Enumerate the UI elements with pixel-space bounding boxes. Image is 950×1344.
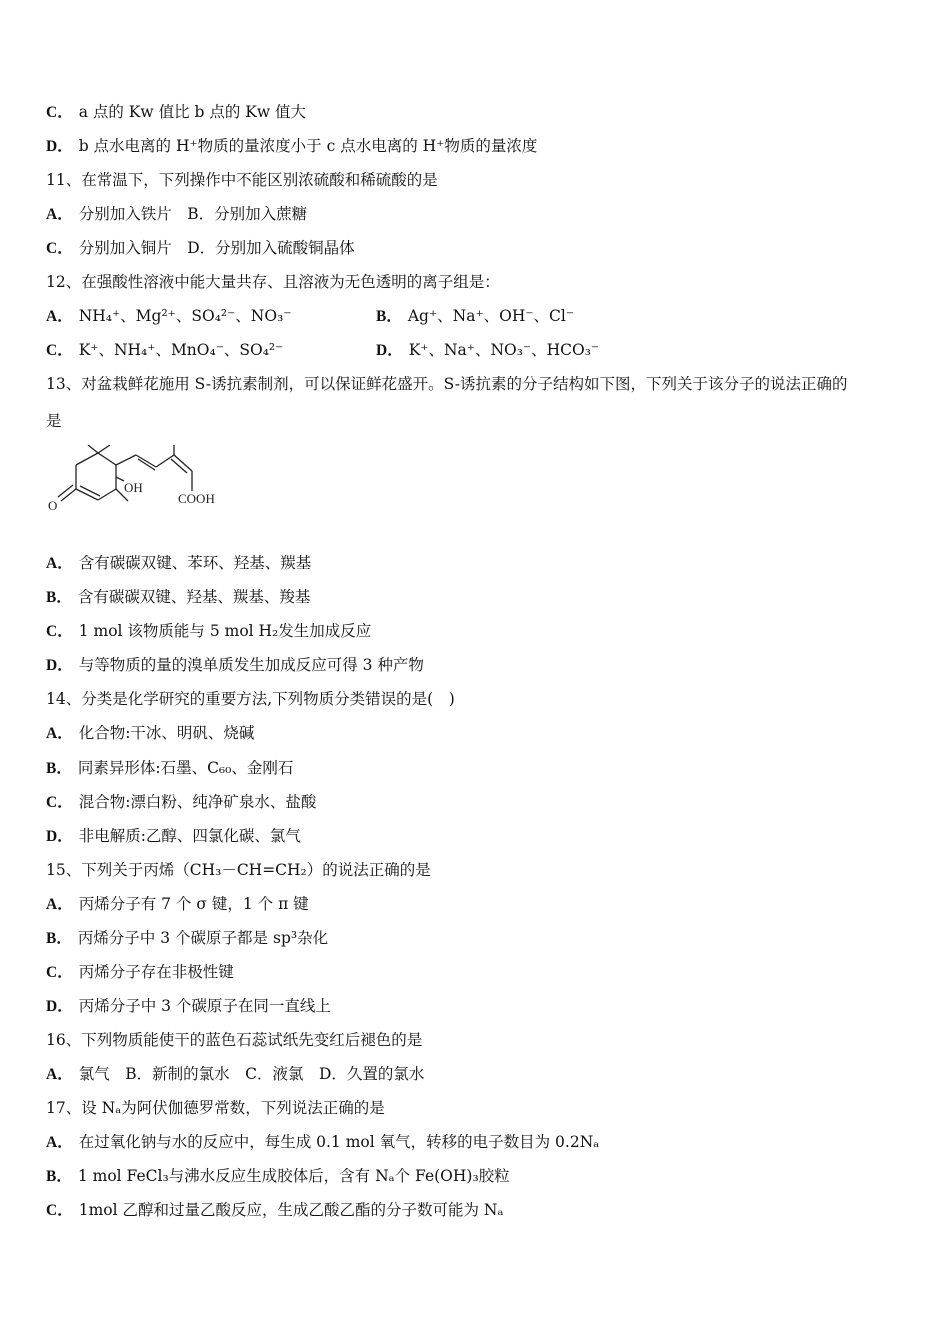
q10-option-c: C． a 点的 Kw 值比 b 点的 Kw 值大 [46,103,307,121]
q15-option-d: D． 丙烯分子中 3 个碳原子在同一直线上 [46,997,331,1015]
q17-stem: 17、设 Nₐ为阿伏伽德罗常数，下列说法正确的是 [46,1099,385,1117]
q14-stem: 14、分类是化学研究的重要方法,下列物质分类错误的是( ) [46,690,455,708]
q12-options-cd: C． K⁺、NH₄⁺、MnO₄⁻、SO₄²⁻ D． K⁺、Na⁺、NO₃⁻、HCO₃⁻ [46,341,600,359]
q14-option-d: D． 非电解质:乙醇、四氯化碳、氯气 [46,827,301,845]
q12-options-ab: A． NH₄⁺、Mg²⁺、SO₄²⁻、NO₃⁻ B． Ag⁺、Na⁺、OH⁻、Cl⁻ [46,307,575,325]
q15-option-a: A． 丙烯分子有 7 个 σ 键，1 个 π 键 [46,895,309,913]
molecule-label-oh: OH [124,480,143,495]
q12-stem: 12、在强酸性溶液中能大量共存、且溶液为无色透明的离子组是： [46,273,500,291]
s-inducer-structure-figure [46,445,236,520]
q11-options-cd: C． 分别加入铜片 D．分别加入硫酸铜晶体 [46,239,355,257]
q13-stem-cont: 是 [46,412,62,430]
q16-options: A． 氯气 B．新制的氯水 C．液氯 D．久置的氯水 [46,1065,425,1083]
q11-options-ab: A． 分别加入铁片 B．分别加入蔗糖 [46,205,308,223]
q16-stem: 16、下列物质能使干的蓝色石蕊试纸先变红后褪色的是 [46,1031,423,1049]
q13-option-b: B． 含有碳碳双键、羟基、羰基、羧基 [46,588,311,606]
molecule-label-cooh: COOH [178,491,215,506]
q11-stem: 11、在常温下，下列操作中不能区别浓硫酸和稀硫酸的是 [46,171,438,189]
q15-stem: 15、下列关于丙烯（CH₃－CH=CH₂）的说法正确的是 [46,861,431,879]
q17-option-a: A． 在过氧化钠与水的反应中，每生成 0.1 mol 氧气，转移的电子数目为 0.2Nₐ [46,1133,600,1151]
q14-option-a: A． 化合物:干冰、明矾、烧碱 [46,724,255,742]
q17-option-c: C． 1mol 乙醇和过量乙酸反应，生成乙酸乙酯的分子数可能为 Nₐ [46,1201,504,1219]
q14-option-c: C． 混合物:漂白粉、纯净矿泉水、盐酸 [46,793,317,811]
q13-option-d: D． 与等物质的量的溴单质发生加成反应可得 3 种产物 [46,656,424,674]
q13-stem: 13、对盆栽鲜花施用 S-诱抗素制剂，可以保证鲜花盛开。S-诱抗素的分子结构如下图，下列关于该分子的说法正确的 [46,375,848,393]
molecule-svg [46,445,236,520]
q10-option-d: D． b 点水电离的 H⁺物质的量浓度小于 c 点水电离的 H⁺物质的量浓度 [46,137,538,155]
q13-option-a: A． 含有碳碳双键、苯环、羟基、羰基 [46,554,312,572]
q15-option-b: B． 丙烯分子中 3 个碳原子都是 sp³杂化 [46,929,329,947]
q17-option-b: B． 1 mol FeCl₃与沸水反应生成胶体后，含有 Nₐ个 Fe(OH)₃胶粒 [46,1167,510,1185]
molecule-label-o: O [48,498,58,513]
q13-option-c: C． 1 mol 该物质能与 5 mol H₂发生加成反应 [46,622,372,640]
q14-option-b: B． 同素异形体:石墨、C₆₀、金刚石 [46,759,294,777]
q15-option-c: C． 丙烯分子存在非极性键 [46,963,234,981]
